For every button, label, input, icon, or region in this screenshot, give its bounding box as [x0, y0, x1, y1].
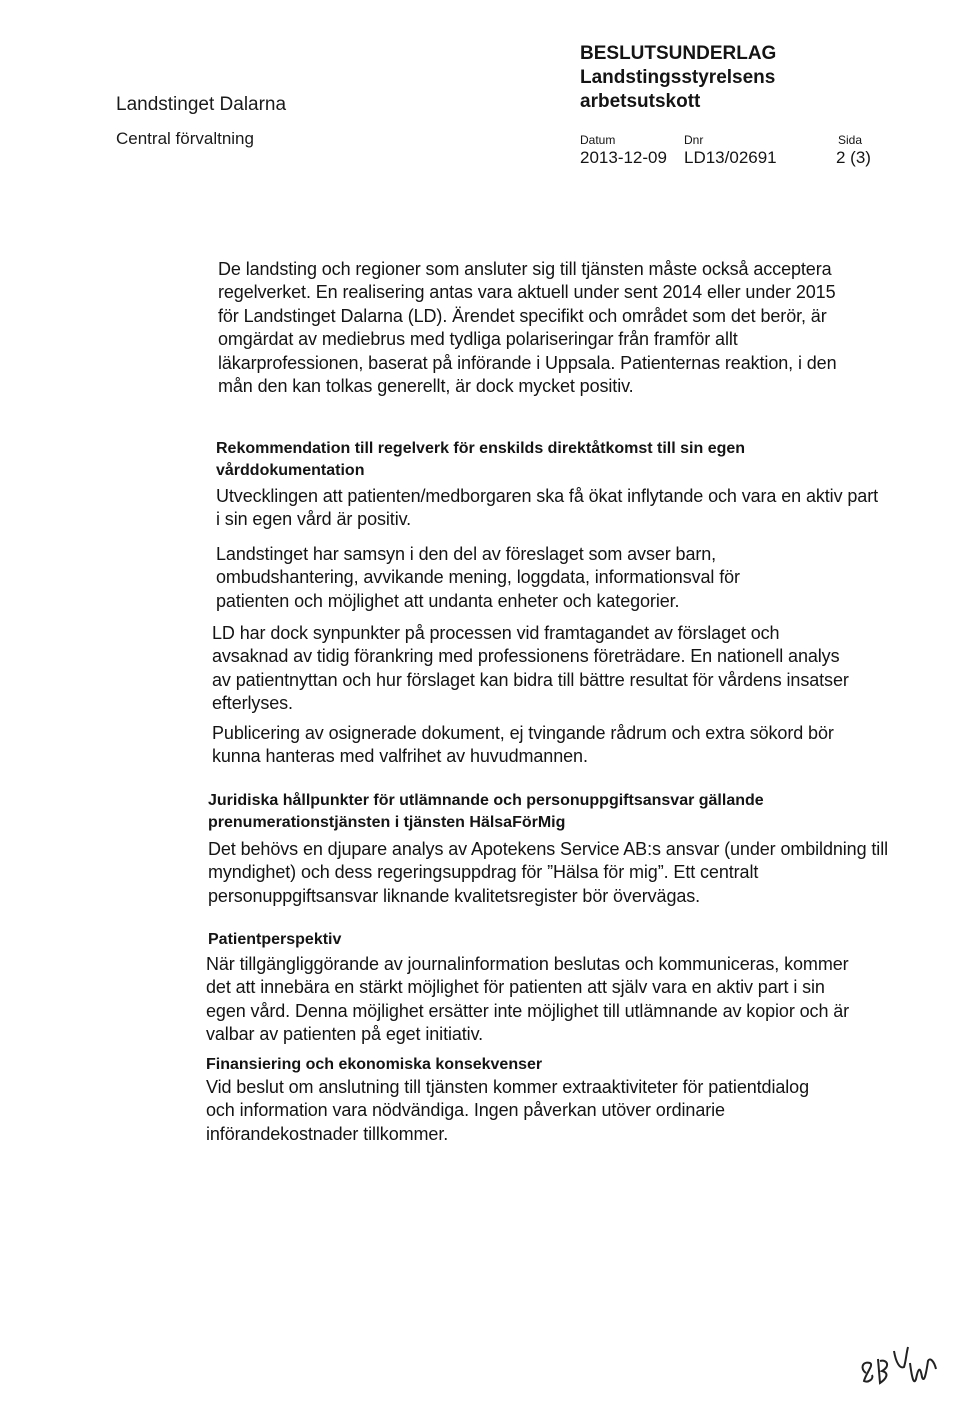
handwritten-signature	[856, 1339, 952, 1389]
section-heading: Juridiska hållpunkter för utlämnande och personuppgiftsansvar gällande prenumerationstjänsten i tjänsten HälsaFörMig	[208, 792, 764, 831]
paragraph: Det behövs en djupare analys av Apotekens Service AB:s ansvar (under ombildning till myndighet) och dess regeringsuppdrag för ”Hälsa för mig”. Ett centralt personuppgiftsansvar liknande kvalitetsregister bör övervägas.	[208, 839, 888, 906]
organization-unit: Central förvaltning	[116, 129, 254, 148]
paragraph: Landstinget har samsyn i den del av föreslaget som avser barn, ombudshantering, avvikande mening, loggdata, informationsval för patienten och möjlighet att undanta enheter och kategorier.	[216, 544, 740, 611]
section-heading: Finansiering och ekonomiska konsekvenser	[206, 1056, 543, 1073]
document-type	[580, 42, 776, 114]
paragraph-block	[212, 722, 877, 769]
section-financing	[206, 1054, 706, 1076]
intro-block	[218, 258, 858, 398]
section-heading: Patientperspektiv	[208, 931, 342, 948]
paragraph: Publicering av osignerade dokument, ej tvingande rådrum och extra sökord bör kunna hanteras med valfrihet av huvudmannen.	[212, 723, 834, 767]
paragraph: När tillgängliggörande av journalinformation beslutas och kommuniceras, kommer det att innebära en stärkt möjlighet för patienten att själv vara en aktiv part i sin egen vård. Denna möjlighet ersätter inte möjlighet till utlämnande av kopior och är valbar av patienten på eget initiativ.	[206, 954, 850, 1045]
paragraph-block	[206, 1076, 836, 1146]
dnr-value: LD13/02691	[684, 148, 777, 167]
page-label: Sida	[838, 133, 863, 147]
intro-paragraph: De landsting och regioner som ansluter sig till tjänsten måste också acceptera regelverket. En realisering antas vara aktuell under sent 2014 eller under 2015 för Landstinget Dalarna (LD). Ärendet specifikt och området som det berör, är omgärdat av mediebrus med tydliga polariseringar från framför allt läkarprofessionen, baserat på införande i Uppsala. Patienternas reaktion, i den mån den kan tolkas generellt, är dock mycket positiv.	[218, 259, 837, 397]
document-type-line: BESLUTSUNDERLAG	[580, 43, 777, 64]
dnr-label: Dnr	[684, 133, 704, 147]
date-label: Datum	[580, 133, 616, 147]
section-recommendation-body	[216, 485, 881, 532]
section-heading: Rekommendation till regelverk för enskilds direktåtkomst till sin egen vårddokumentation	[216, 440, 746, 479]
paragraph: LD har dock synpunkter på processen vid framtagandet av förslaget och avsaknad av tidig förankring med professionens företrädare. En nationell analys av patientnyttan och hur förslaget kan bidra till bättre resultat för vårdens insatser efterlyses.	[212, 623, 849, 714]
section-recommendation	[216, 438, 876, 482]
page-number: 2 (3)	[836, 148, 871, 167]
paragraph-block	[212, 622, 857, 716]
organization-name: Landstinget Dalarna	[116, 94, 287, 115]
paragraph-block	[216, 543, 816, 613]
section-patient-perspective	[208, 929, 608, 951]
paragraph-block	[208, 838, 888, 908]
date-value: 2013-12-09	[580, 148, 667, 167]
paragraph: Vid beslut om anslutning till tjänsten kommer extraaktiviteter för patientdialog och information vara nödvändiga. Ingen påverkan utöver ordinarie införandekostnader tillkommer.	[206, 1077, 809, 1144]
paragraph: Utvecklingen att patienten/medborgaren ska få ökat inflytande och vara en aktiv part i sin egen vård är positiv.	[216, 486, 878, 530]
paragraph-block	[206, 953, 866, 1047]
document-type-line: Landstingsstyrelsens	[580, 67, 776, 88]
section-legal	[208, 790, 858, 834]
document-type-line: arbetsutskott	[580, 91, 701, 112]
